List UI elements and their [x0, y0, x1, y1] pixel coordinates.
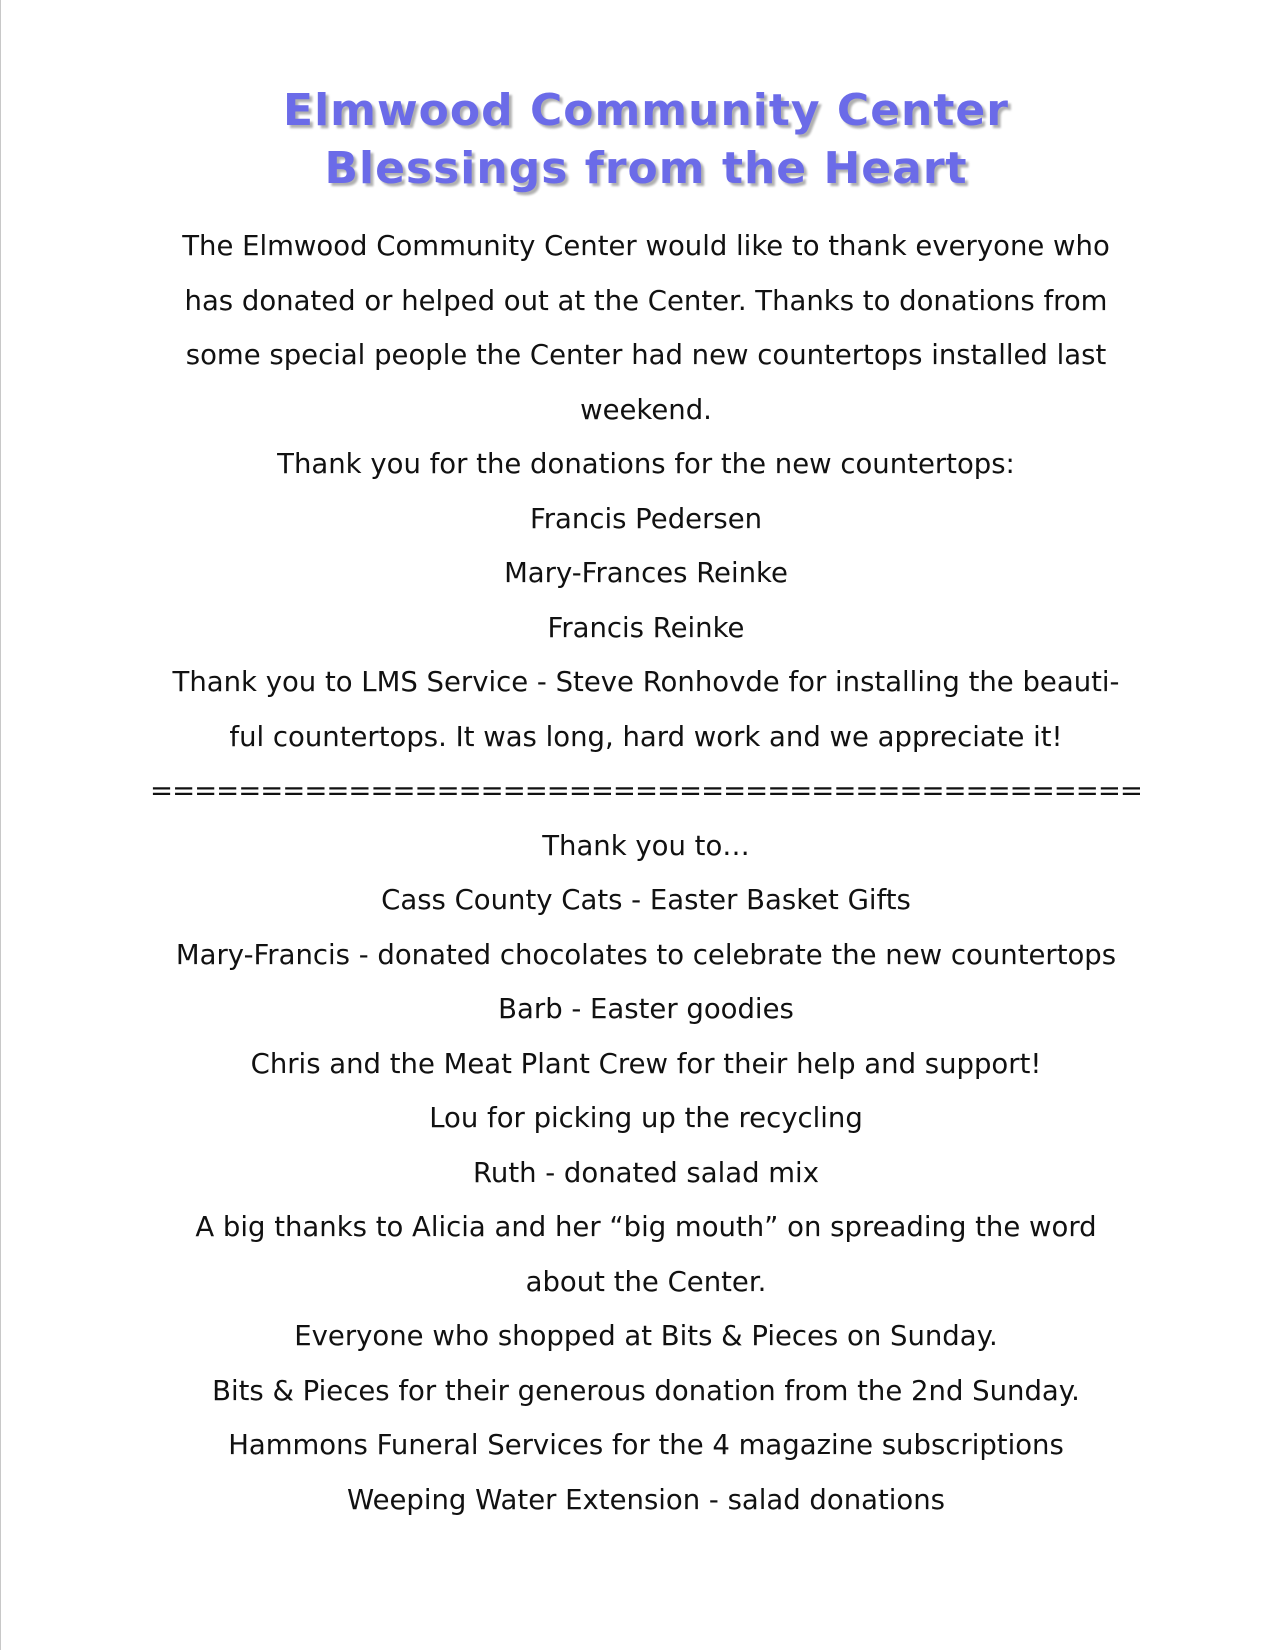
title-line-1: Elmwood Community Center — [283, 85, 1009, 136]
thanks-item: Cass County Cats - Easter Basket Gifts — [381, 884, 911, 916]
thanks-item: Everyone who shopped at Bits & Pieces on Sunday. — [294, 1320, 998, 1352]
thanks-item: about the Center. — [525, 1265, 767, 1298]
letter-body — [111, 219, 1181, 1527]
thanks-item: Barb - Easter goodies — [498, 993, 794, 1025]
thanks-item: Hammons Funeral Services for the 4 magazine subscriptions — [228, 1429, 1064, 1461]
intro-line: some special people the Center had new countertops installed last — [185, 339, 1107, 371]
thanks-item: Mary-Francis - donated chocolates to celebrate the new countertops — [175, 938, 1117, 971]
thanks-item: A big thanks to Alicia and her “big mouth” on spreading the word — [195, 1211, 1097, 1243]
thank-you-heading: Thank you to… — [542, 829, 750, 862]
thanks-item: Lou for picking up the recycling — [429, 1102, 863, 1134]
thanks-item: Weeping Water Extension - salad donations — [346, 1483, 946, 1516]
thanks-item: Bits & Pieces for their generous donation from the 2nd Sunday. — [212, 1374, 1080, 1407]
section-divider: ============================================= — [150, 775, 1142, 807]
intro-line: The Elmwood Community Center would like to thank everyone who — [182, 230, 1110, 262]
intro-line: weekend. — [580, 393, 712, 426]
donor-name: Francis Reinke — [547, 611, 745, 644]
title-line-2: Blessings from the Heart — [324, 143, 968, 194]
thanks-item: Ruth - donated salad mix — [473, 1156, 819, 1189]
installer-thanks-line: ful countertops. It was long, hard work and we appreciate it! — [229, 720, 1063, 753]
intro-line: has donated or helped out at the Center. Thanks to donations from — [184, 284, 1108, 317]
thanks-item: Chris and the Meat Plant Crew for their help and support! — [250, 1047, 1042, 1080]
countertop-thanks: Thank you for the donations for the new countertops: — [277, 448, 1015, 480]
page-title — [1, 82, 1275, 198]
donor-name: Francis Pedersen — [529, 502, 763, 535]
donor-name: Mary-Frances Reinke — [504, 557, 788, 589]
installer-thanks-line: Thank you to LMS Service - Steve Ronhovde for installing the beauti- — [172, 666, 1120, 698]
